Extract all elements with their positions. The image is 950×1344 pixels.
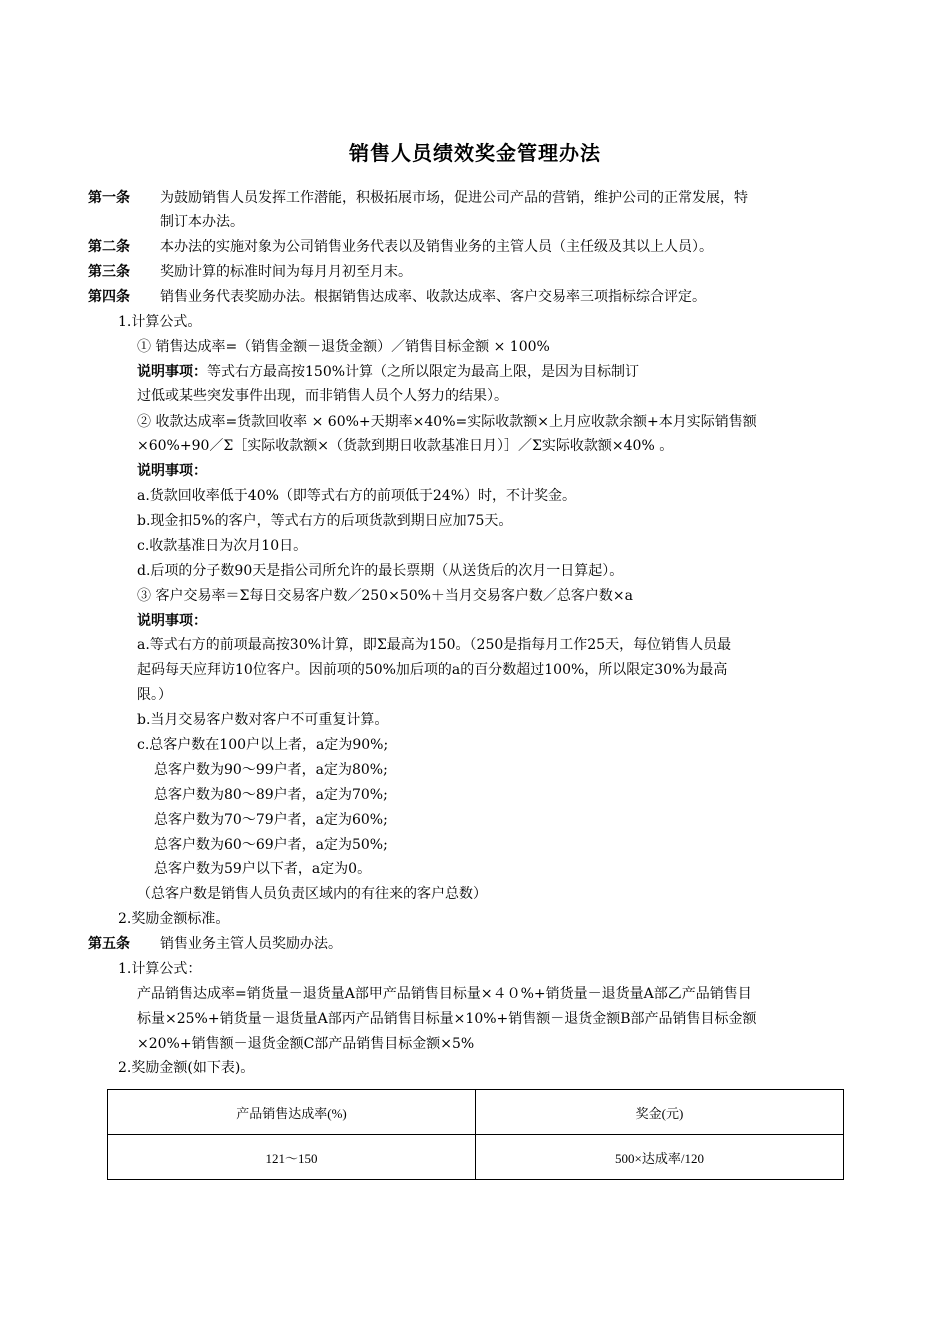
- formula-product-rate: 产品销售达成率=销货量－退货量A部甲产品销售目标量×４０%+销货量－退货量A部乙产品销售目: [137, 986, 752, 1002]
- tier-item: 总客户数为80～89户者，a定为70%;: [154, 787, 388, 803]
- note-3-item-a-cont: 起码每天应拜访10位客户。因前项的50%加后项的a的百分数超过100%，所以限定30%为最高: [137, 662, 728, 678]
- article-3-text: 奖励计算的标准时间为每月月初至月末。: [160, 264, 412, 280]
- table-row: [108, 1135, 844, 1180]
- note-3-item-a: a.等式右方的前项最高按30%计算，即Σ最高为150。（250是指每月工作25天，每位销售人员最: [137, 637, 732, 653]
- note-1: [137, 362, 639, 382]
- formula-customer-rate: ③ 客户交易率＝Σ每日交易客户数／250×50%＋当月交易客户数／总客户数×a: [137, 588, 633, 604]
- article-1-label: 第一条: [88, 190, 130, 206]
- table-header-cell: 奖金(元): [476, 1090, 844, 1135]
- article-4-section-1: 1.计算公式。: [118, 314, 202, 330]
- tier-item: 总客户数为70～79户者，a定为60%;: [154, 812, 388, 828]
- formula-product-rate-end: ×20%+销售额－退货金额C部产品销售目标金额×5%: [137, 1036, 475, 1052]
- table-header-cell: 产品销售达成率(%): [108, 1090, 476, 1135]
- tier-item: 总客户数为60～69户者，a定为50%;: [154, 837, 388, 853]
- note-1-text-cont: 过低或某些突发事件出现，而非销售人员个人努力的结果）。: [137, 388, 508, 404]
- note-3-item-b: b.当月交易客户数对客户不可重复计算。: [137, 712, 389, 728]
- article-5-label: 第五条: [88, 936, 130, 952]
- note-3-label: 说明事项：: [137, 613, 207, 629]
- tier-item: 总客户数为59户以下者，a定为0。: [154, 861, 372, 877]
- article-4-label: 第四条: [88, 289, 130, 305]
- article-5-section-1: 1.计算公式：: [118, 961, 202, 977]
- note-2-item-c: c.收款基准日为次月10日。: [137, 538, 308, 554]
- note-2-item-b: b.现金扣5%的客户，等式右方的后项货款到期日应加75天。: [137, 513, 513, 529]
- note-2-item-d: d.后项的分子数90天是指公司所允许的最长票期（从送货后的次月一日算起）。: [137, 563, 624, 579]
- article-3-label: 第三条: [88, 264, 130, 280]
- article-5-section-2: 2.奖励金额(如下表)。: [118, 1060, 255, 1076]
- note-1-text: 等式右方最高按150%计算（之所以限定为最高上限，是因为目标制订: [207, 364, 640, 380]
- note-2-label: 说明事项：: [137, 463, 207, 479]
- page-title: 销售人员绩效奖金管理办法: [349, 141, 601, 165]
- bonus-table: [107, 1089, 844, 1180]
- formula-sales-rate: ① 销售达成率=（销售金额－退货金额）／销售目标金额 × 100%: [137, 339, 550, 355]
- table-cell: 500×达成率/120: [476, 1135, 844, 1180]
- tier-item: 总客户数为90～99户者，a定为80%;: [154, 762, 388, 778]
- formula-collection-rate-cont: ×60%+90／Σ［实际收款额×（货款到期日收款基准日月）］／Σ实际收款额×40% 。: [137, 438, 674, 454]
- note-2-item-a: a.货款回收率低于40%（即等式右方的前项低于24%）时，不计奖金。: [137, 488, 577, 504]
- article-5-text: 销售业务主管人员奖励办法。: [160, 936, 342, 952]
- article-2-label: 第二条: [88, 239, 130, 255]
- article-2-text: 本办法的实施对象为公司销售业务代表以及销售业务的主管人员（主任级及其以上人员）。: [160, 239, 713, 255]
- article-1-text: 为鼓励销售人员发挥工作潜能，积极拓展市场，促进公司产品的营销，维护公司的正常发展，特: [160, 190, 748, 206]
- note-1-label: 说明事项：: [137, 364, 207, 380]
- table-cell: 121～150: [108, 1135, 476, 1180]
- formula-product-rate-cont: 标量×25%+销货量－退货量A部丙产品销售目标量×10%+销售额－退货金额B部产品销售目标金额: [137, 1011, 757, 1027]
- article-4-text: 销售业务代表奖励办法。根据销售达成率、收款达成率、客户交易率三项指标综合评定。: [160, 289, 706, 305]
- note-3-item-a-end: 限。）: [137, 687, 172, 703]
- article-1-text-cont: 制订本办法。: [160, 214, 244, 230]
- note-3-item-c: c.总客户数在100户以上者，a定为90%;: [137, 737, 389, 753]
- formula-collection-rate: ② 收款达成率=货款回收率 × 60%+天期率×40%=实际收款额×上月应收款余额+本月实际销售额: [137, 414, 757, 430]
- table-header-row: [108, 1090, 844, 1135]
- article-4-section-2: 2.奖励金额标准。: [118, 911, 230, 927]
- note-3-end: （总客户数是销售人员负责区域内的有往来的客户总数）: [137, 886, 487, 902]
